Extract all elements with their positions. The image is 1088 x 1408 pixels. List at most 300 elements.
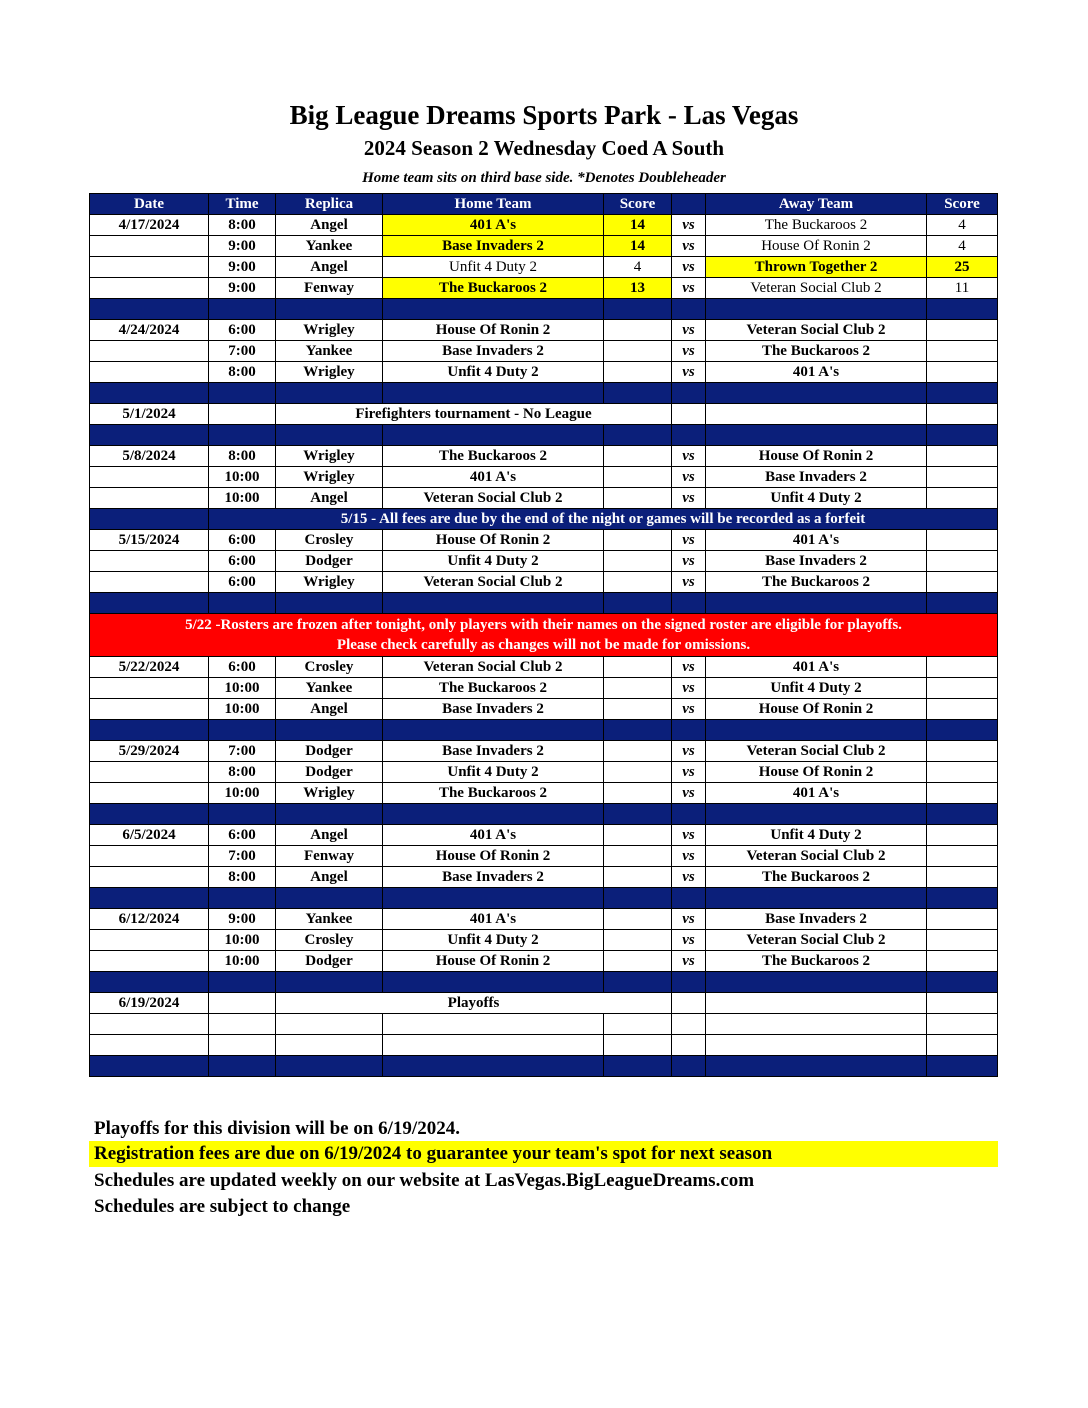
home-score-cell [604, 951, 672, 972]
separator-cell [383, 1056, 604, 1077]
registration-footnote: Registration fees are due on 6/19/2024 to guarantee your team's spot for next season [89, 1141, 998, 1167]
separator-cell [209, 425, 276, 446]
home-team-cell: House Of Ronin 2 [383, 951, 604, 972]
vs-cell: vs [672, 341, 706, 362]
away-team-cell: Veteran Social Club 2 [706, 741, 927, 762]
separator-cell [383, 720, 604, 741]
separator-cell [672, 972, 706, 993]
time-cell: 10:00 [209, 467, 276, 488]
game-row [90, 215, 998, 236]
away-score-cell [927, 320, 998, 341]
vs-cell [672, 404, 706, 425]
separator-cell [276, 425, 383, 446]
away-score-cell: 11 [927, 278, 998, 299]
vs-cell: vs [672, 699, 706, 720]
home-score-cell [604, 446, 672, 467]
home-team-cell: The Buckaroos 2 [383, 278, 604, 299]
away-team-cell: House Of Ronin 2 [706, 236, 927, 257]
date-cell [90, 341, 209, 362]
home-score-cell [604, 488, 672, 509]
field-cell: Crosley [276, 530, 383, 551]
empty-cell [672, 1014, 706, 1035]
time-cell: 10:00 [209, 488, 276, 509]
date-cell: 6/19/2024 [90, 993, 209, 1014]
separator-cell [90, 593, 209, 614]
field-cell: Dodger [276, 741, 383, 762]
vs-cell: vs [672, 741, 706, 762]
vs-cell: vs [672, 762, 706, 783]
game-row [90, 341, 998, 362]
field-cell: Fenway [276, 278, 383, 299]
vs-cell: vs [672, 867, 706, 888]
separator-cell [604, 972, 672, 993]
empty-row [90, 1014, 998, 1035]
game-row [90, 467, 998, 488]
game-row [90, 657, 998, 678]
roster-alert-line-1: 5/22 -Rosters are frozen after tonight, only players with their names on the signed roster are eligible for playoffs. [185, 617, 902, 633]
roster-alert-line-2: Please check carefully as changes will not be made for omissions. [336, 637, 751, 653]
time-cell: 8:00 [209, 362, 276, 383]
away-score-cell [927, 678, 998, 699]
separator-cell [672, 888, 706, 909]
field-cell: Angel [276, 867, 383, 888]
empty-cell [706, 1035, 927, 1056]
game-row [90, 278, 998, 299]
away-team-cell: 401 A's [706, 530, 927, 551]
away-team-cell: Base Invaders 2 [706, 551, 927, 572]
home-team-cell: Veteran Social Club 2 [383, 572, 604, 593]
date-cell [90, 930, 209, 951]
separator-cell [672, 1056, 706, 1077]
empty-cell [276, 1035, 383, 1056]
separator-row [90, 383, 998, 404]
home-team-cell: 401 A's [383, 909, 604, 930]
time-cell [209, 404, 276, 425]
separator-cell [276, 1056, 383, 1077]
away-score-cell [927, 551, 998, 572]
away-score-cell: 4 [927, 236, 998, 257]
separator-cell [672, 383, 706, 404]
separator-cell [276, 720, 383, 741]
time-cell: 10:00 [209, 783, 276, 804]
separator-cell [604, 425, 672, 446]
field-cell: Wrigley [276, 362, 383, 383]
separator-cell [209, 593, 276, 614]
time-cell: 8:00 [209, 215, 276, 236]
date-cell: 5/29/2024 [90, 741, 209, 762]
separator-cell [927, 1056, 998, 1077]
home-team-cell: Base Invaders 2 [383, 867, 604, 888]
game-row [90, 488, 998, 509]
separator-cell [276, 383, 383, 404]
vs-cell: vs [672, 551, 706, 572]
separator-cell [90, 888, 209, 909]
away-score-cell [927, 951, 998, 972]
vs-cell: vs [672, 909, 706, 930]
separator-cell [927, 888, 998, 909]
away-team-cell [706, 993, 927, 1014]
away-team-cell [706, 404, 927, 425]
vs-cell: vs [672, 488, 706, 509]
separator-cell [672, 720, 706, 741]
game-row [90, 951, 998, 972]
time-cell: 9:00 [209, 278, 276, 299]
game-row [90, 741, 998, 762]
playoffs-footnote: Playoffs for this division will be on 6/19/2024. [94, 1118, 460, 1139]
separator-row [90, 425, 998, 446]
home-score-cell [604, 320, 672, 341]
home-team-cell: Base Invaders 2 [383, 236, 604, 257]
time-cell: 10:00 [209, 678, 276, 699]
field-cell: Yankee [276, 678, 383, 699]
date-cell [90, 257, 209, 278]
separator-cell [706, 383, 927, 404]
game-row [90, 530, 998, 551]
vs-cell: vs [672, 362, 706, 383]
vs-cell: vs [672, 825, 706, 846]
website-footnote: Schedules are updated weekly on our website at LasVegas.BigLeagueDreams.com [94, 1170, 755, 1191]
away-team-cell: Veteran Social Club 2 [706, 846, 927, 867]
home-team-cell: Unfit 4 Duty 2 [383, 551, 604, 572]
time-cell: 10:00 [209, 951, 276, 972]
page-subtitle: 2024 Season 2 Wednesday Coed A South [363, 136, 725, 160]
separator-cell [276, 972, 383, 993]
date-cell [90, 783, 209, 804]
time-cell: 9:00 [209, 236, 276, 257]
separator-cell [927, 720, 998, 741]
home-team-cell: Base Invaders 2 [383, 741, 604, 762]
away-team-cell: The Buckaroos 2 [706, 341, 927, 362]
vs-cell [672, 993, 706, 1014]
date-cell [90, 951, 209, 972]
empty-cell [383, 1035, 604, 1056]
away-score-cell [927, 446, 998, 467]
field-cell: Angel [276, 215, 383, 236]
separator-cell [209, 1056, 276, 1077]
vs-cell: vs [672, 215, 706, 236]
time-cell: 7:00 [209, 846, 276, 867]
separator-cell [927, 383, 998, 404]
separator-cell [604, 299, 672, 320]
vs-cell: vs [672, 657, 706, 678]
vs-cell: vs [672, 951, 706, 972]
home-team-cell: Unfit 4 Duty 2 [383, 930, 604, 951]
separator-cell [209, 383, 276, 404]
home-team-cell: 401 A's [383, 467, 604, 488]
away-score-cell [927, 741, 998, 762]
home-team-cell: Unfit 4 Duty 2 [383, 362, 604, 383]
away-team-cell: Thrown Together 2 [706, 257, 927, 278]
field-cell: Wrigley [276, 446, 383, 467]
game-row [90, 909, 998, 930]
home-score-cell [604, 530, 672, 551]
date-cell [90, 846, 209, 867]
roster-alert-row [90, 614, 998, 657]
empty-row [90, 1035, 998, 1056]
separator-cell [927, 593, 998, 614]
field-cell: Angel [276, 825, 383, 846]
separator-cell [706, 425, 927, 446]
time-cell: 6:00 [209, 320, 276, 341]
separator-cell [706, 888, 927, 909]
away-score-cell [927, 909, 998, 930]
away-team-cell: Base Invaders 2 [706, 467, 927, 488]
separator-cell [672, 593, 706, 614]
game-row [90, 699, 998, 720]
home-team-cell: Unfit 4 Duty 2 [383, 762, 604, 783]
vs-cell: vs [672, 446, 706, 467]
roster-alert [90, 614, 998, 657]
separator-cell [209, 720, 276, 741]
home-score-cell [604, 762, 672, 783]
time-cell: 8:00 [209, 762, 276, 783]
field-cell: Angel [276, 488, 383, 509]
date-cell [90, 867, 209, 888]
empty-cell [927, 1014, 998, 1035]
away-team-cell: House Of Ronin 2 [706, 762, 927, 783]
separator-cell [383, 383, 604, 404]
vs-cell: vs [672, 530, 706, 551]
away-score-cell: 4 [927, 215, 998, 236]
notice-blank [90, 509, 209, 530]
date-cell [90, 572, 209, 593]
separator-cell [90, 299, 209, 320]
time-cell: 10:00 [209, 930, 276, 951]
away-team-cell: The Buckaroos 2 [706, 951, 927, 972]
home-score-cell [604, 741, 672, 762]
home-team-cell: The Buckaroos 2 [383, 446, 604, 467]
field-cell: Yankee [276, 341, 383, 362]
empty-cell [90, 1035, 209, 1056]
separator-cell [672, 425, 706, 446]
date-cell: 6/5/2024 [90, 825, 209, 846]
vs-cell: vs [672, 678, 706, 699]
game-row [90, 236, 998, 257]
vs-cell: vs [672, 236, 706, 257]
away-score-cell [927, 846, 998, 867]
home-score-cell [604, 572, 672, 593]
separator-cell [706, 593, 927, 614]
separator-cell [672, 804, 706, 825]
time-cell: 6:00 [209, 572, 276, 593]
empty-cell [706, 1014, 927, 1035]
date-cell [90, 699, 209, 720]
away-team-cell: Unfit 4 Duty 2 [706, 488, 927, 509]
separator-cell [604, 1056, 672, 1077]
separator-cell [706, 299, 927, 320]
time-cell: 8:00 [209, 446, 276, 467]
vs-cell: vs [672, 467, 706, 488]
away-team-cell: The Buckaroos 2 [706, 572, 927, 593]
away-team-cell: Veteran Social Club 2 [706, 320, 927, 341]
field-cell: Wrigley [276, 783, 383, 804]
away-team-cell: 401 A's [706, 362, 927, 383]
separator-cell [90, 425, 209, 446]
date-cell: 5/22/2024 [90, 657, 209, 678]
page-title: Big League Dreams Sports Park - Las Vegas [289, 100, 799, 130]
home-team-cell: Unfit 4 Duty 2 [383, 257, 604, 278]
home-team-cell: 401 A's [383, 215, 604, 236]
game-row [90, 551, 998, 572]
away-score-cell [927, 572, 998, 593]
home-team-cell: 401 A's [383, 825, 604, 846]
game-row [90, 572, 998, 593]
date-cell [90, 467, 209, 488]
field-cell: Yankee [276, 236, 383, 257]
field-cell: Angel [276, 699, 383, 720]
home-score-cell: 14 [604, 236, 672, 257]
away-team-cell: Unfit 4 Duty 2 [706, 825, 927, 846]
home-team-cell: The Buckaroos 2 [383, 678, 604, 699]
away-score-cell [927, 867, 998, 888]
schedule-note: Home team sits on third base side. *Denotes Doubleheader [362, 170, 726, 186]
empty-cell [383, 1014, 604, 1035]
home-score-cell [604, 657, 672, 678]
vs-cell: vs [672, 930, 706, 951]
away-score-cell [927, 488, 998, 509]
date-cell [90, 678, 209, 699]
away-team-cell: 401 A's [706, 657, 927, 678]
field-cell: Yankee [276, 909, 383, 930]
home-score-cell [604, 551, 672, 572]
time-cell: 8:00 [209, 867, 276, 888]
column-header: Time [209, 194, 276, 215]
separator-cell [209, 972, 276, 993]
separator-cell [927, 299, 998, 320]
home-team-cell: The Buckaroos 2 [383, 783, 604, 804]
date-cell: 5/8/2024 [90, 446, 209, 467]
time-cell: 9:00 [209, 909, 276, 930]
date-cell [90, 236, 209, 257]
time-cell: 6:00 [209, 551, 276, 572]
game-row [90, 257, 998, 278]
time-cell [209, 993, 276, 1014]
away-team-cell: Veteran Social Club 2 [706, 930, 927, 951]
column-header: Score [927, 194, 998, 215]
home-score-cell [604, 930, 672, 951]
game-row [90, 446, 998, 467]
field-cell: Crosley [276, 657, 383, 678]
field-cell: Wrigley [276, 320, 383, 341]
home-score-cell [604, 783, 672, 804]
event-cell: Firefighters tournament - No League [276, 404, 672, 425]
separator-cell [383, 425, 604, 446]
column-header: Score [604, 194, 672, 215]
away-score-cell [927, 341, 998, 362]
fees-notice: 5/15 - All fees are due by the end of the night or games will be recorded as a forfeit [209, 509, 998, 530]
away-team-cell: Unfit 4 Duty 2 [706, 678, 927, 699]
away-score-cell [927, 993, 998, 1014]
separator-cell [604, 593, 672, 614]
event-cell: Playoffs [276, 993, 672, 1014]
field-cell: Angel [276, 257, 383, 278]
vs-cell: vs [672, 846, 706, 867]
separator-cell [90, 804, 209, 825]
empty-cell [276, 1014, 383, 1035]
vs-cell: vs [672, 783, 706, 804]
date-cell: 6/12/2024 [90, 909, 209, 930]
separator-cell [209, 804, 276, 825]
home-score-cell: 14 [604, 215, 672, 236]
separator-cell [90, 720, 209, 741]
time-cell: 7:00 [209, 741, 276, 762]
time-cell: 6:00 [209, 825, 276, 846]
separator-cell [383, 299, 604, 320]
home-score-cell [604, 341, 672, 362]
separator-row [90, 972, 998, 993]
separator-cell [604, 383, 672, 404]
date-cell [90, 762, 209, 783]
empty-cell [209, 1014, 276, 1035]
away-score-cell [927, 657, 998, 678]
column-header: Date [90, 194, 209, 215]
separator-row [90, 720, 998, 741]
vs-cell: vs [672, 320, 706, 341]
column-header: Home Team [383, 194, 604, 215]
home-score-cell: 13 [604, 278, 672, 299]
away-score-cell [927, 467, 998, 488]
away-team-cell: Base Invaders 2 [706, 909, 927, 930]
event-row [90, 404, 998, 425]
separator-cell [90, 1056, 209, 1077]
date-cell: 4/17/2024 [90, 215, 209, 236]
away-score-cell [927, 783, 998, 804]
game-row [90, 867, 998, 888]
time-cell: 9:00 [209, 257, 276, 278]
away-score-cell [927, 404, 998, 425]
separator-cell [706, 720, 927, 741]
separator-cell [706, 804, 927, 825]
away-score-cell [927, 825, 998, 846]
game-row [90, 783, 998, 804]
field-cell: Crosley [276, 930, 383, 951]
away-score-cell: 25 [927, 257, 998, 278]
field-cell: Dodger [276, 762, 383, 783]
separator-cell [209, 888, 276, 909]
home-score-cell: 4 [604, 257, 672, 278]
away-team-cell: The Buckaroos 2 [706, 215, 927, 236]
away-team-cell: House Of Ronin 2 [706, 446, 927, 467]
empty-cell [604, 1035, 672, 1056]
separator-cell [383, 888, 604, 909]
separator-cell [706, 972, 927, 993]
home-score-cell [604, 362, 672, 383]
away-team-cell: The Buckaroos 2 [706, 867, 927, 888]
separator-cell [383, 972, 604, 993]
header-row [90, 194, 998, 215]
away-score-cell [927, 762, 998, 783]
date-cell [90, 488, 209, 509]
away-score-cell [927, 930, 998, 951]
time-cell: 6:00 [209, 657, 276, 678]
date-cell [90, 362, 209, 383]
field-cell: Fenway [276, 846, 383, 867]
field-cell: Dodger [276, 951, 383, 972]
separator-cell [276, 804, 383, 825]
away-team-cell: House Of Ronin 2 [706, 699, 927, 720]
separator-row [90, 1056, 998, 1077]
separator-cell [927, 425, 998, 446]
game-row [90, 825, 998, 846]
home-team-cell: Base Invaders 2 [383, 699, 604, 720]
separator-cell [276, 888, 383, 909]
column-header: Replica [276, 194, 383, 215]
empty-cell [604, 1014, 672, 1035]
separator-cell [90, 972, 209, 993]
vs-cell: vs [672, 278, 706, 299]
away-team-cell: 401 A's [706, 783, 927, 804]
away-score-cell [927, 699, 998, 720]
